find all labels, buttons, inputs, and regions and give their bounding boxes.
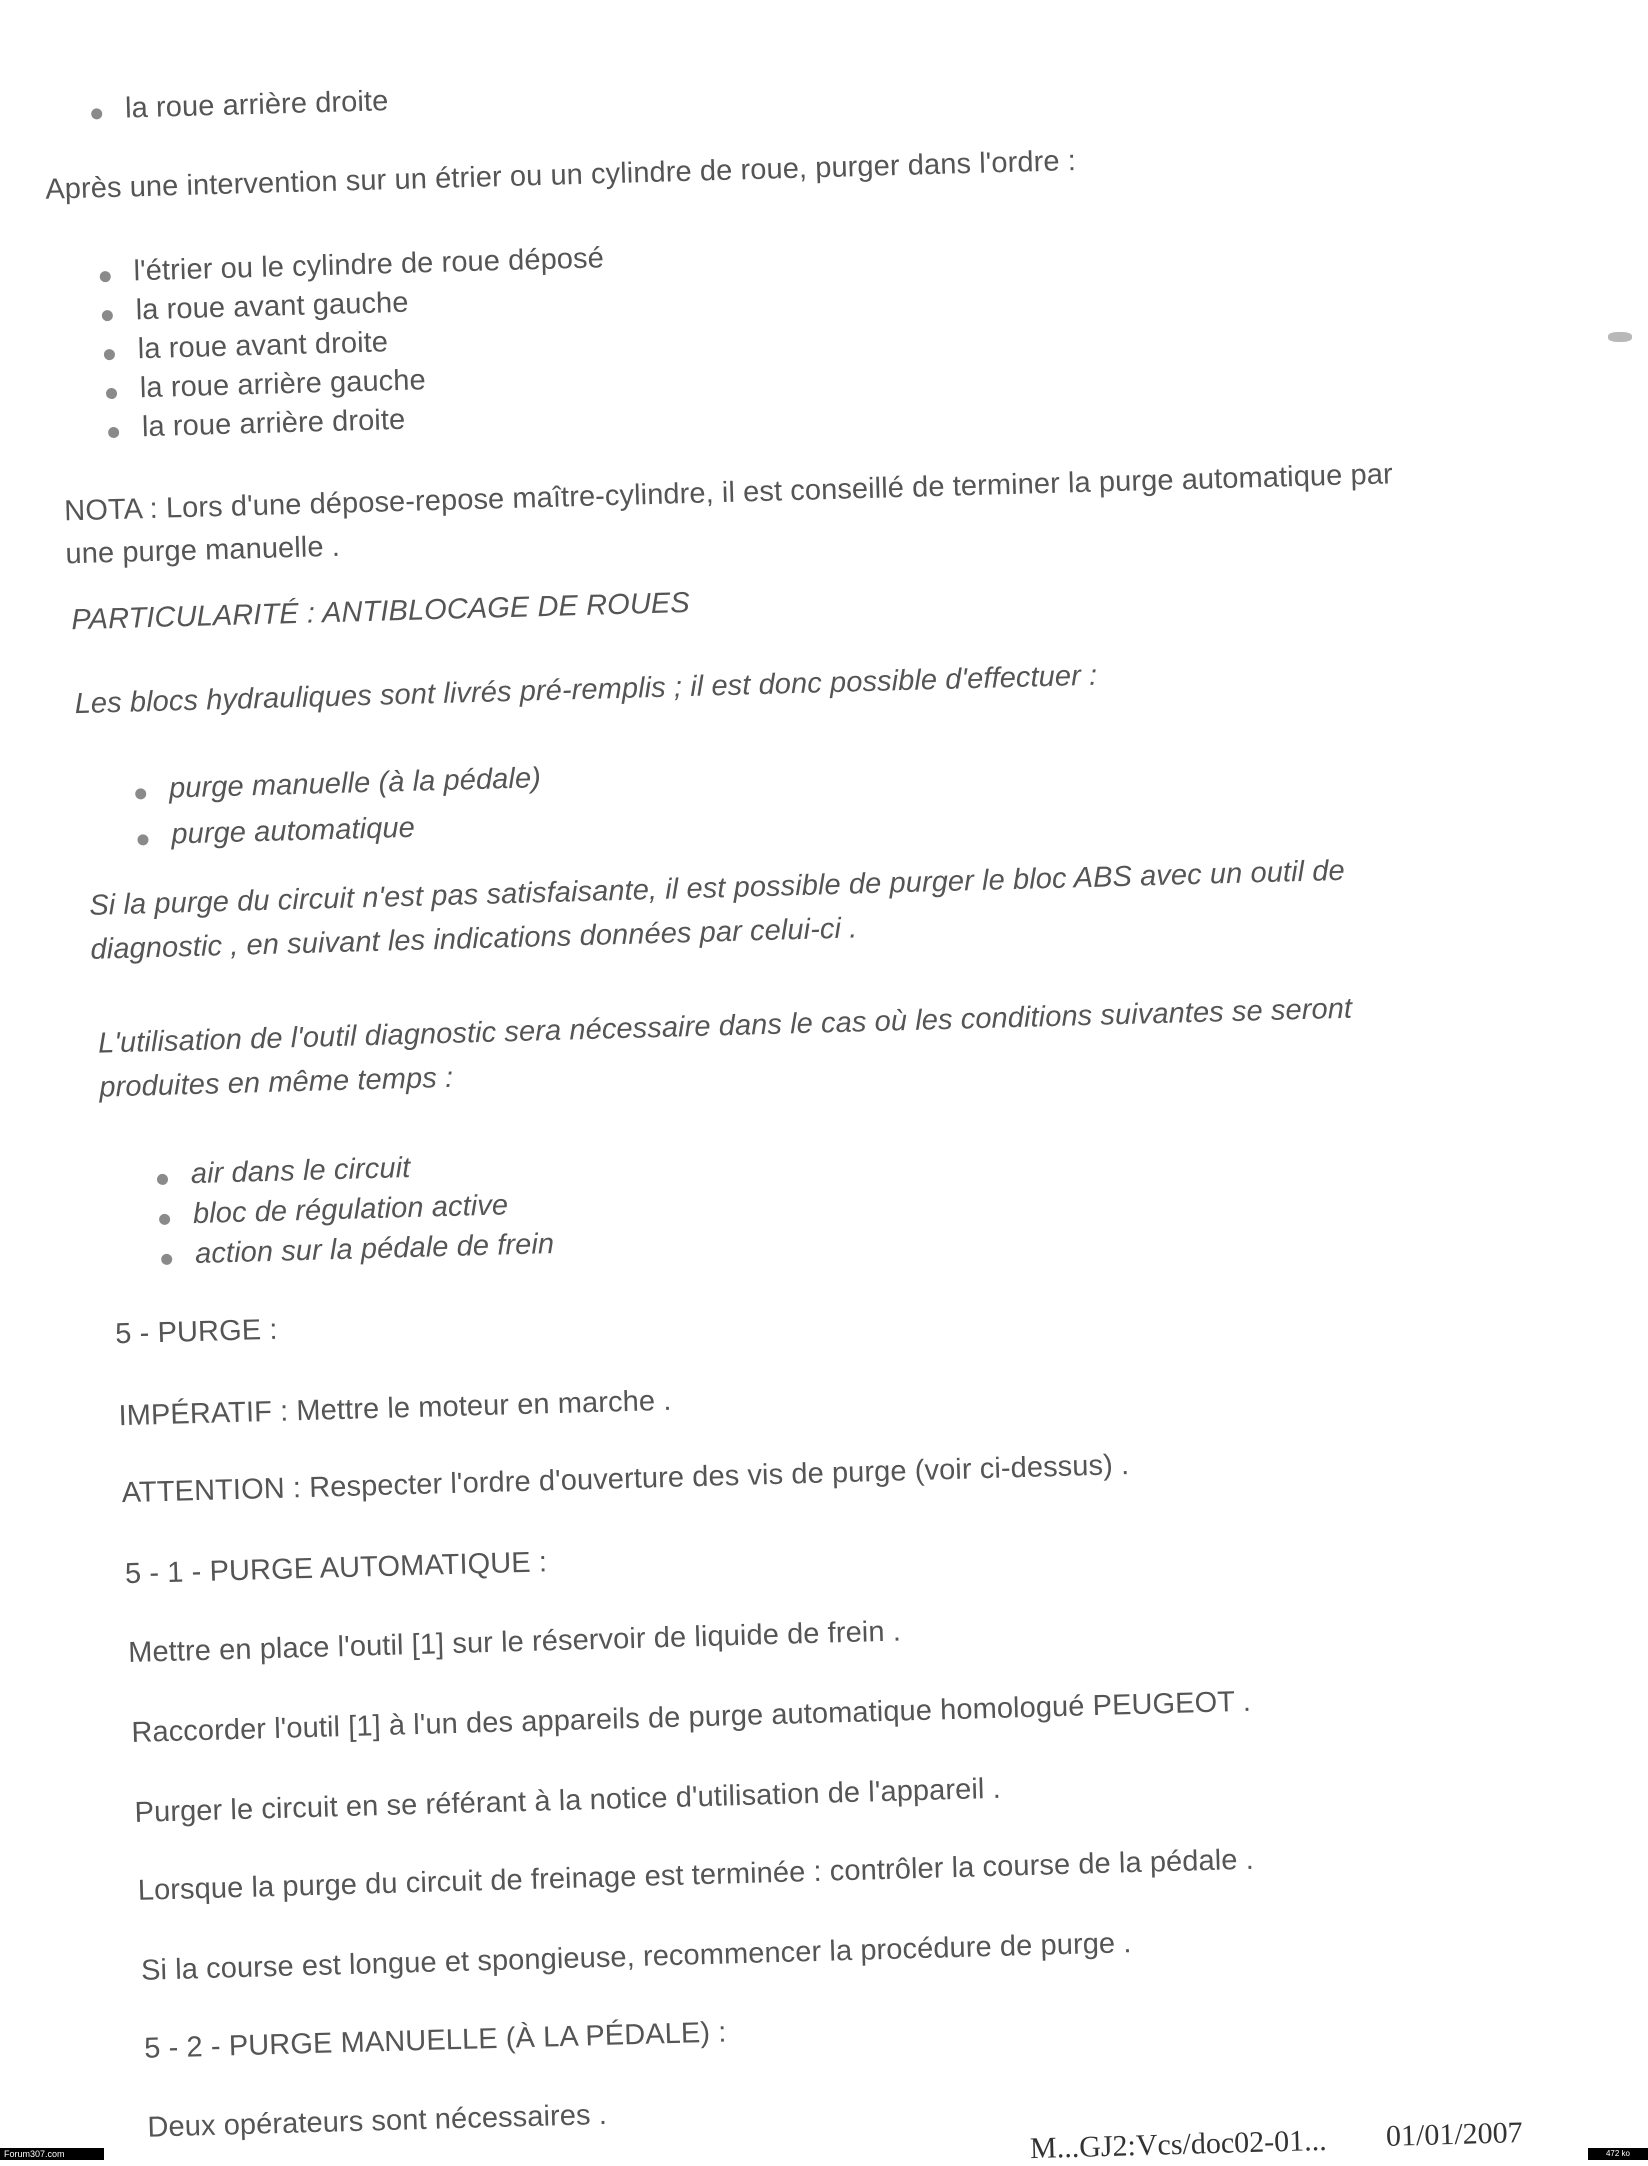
list-item: action sur la pédale de frein [161,1228,555,1272]
section-heading: PARTICULARITÉ : ANTIBLOCAGE DE ROUES [70,586,691,637]
forum-logo: Forum307.com [0,2148,104,2160]
list-item: bloc de régulation active [159,1189,509,1232]
paragraph: Les blocs hydrauliques sont livrés pré-remplis ; il est donc possible d'effectuer : [74,659,1098,721]
section-heading: 5 - 1 - PURGE AUTOMATIQUE : [124,1546,548,1591]
paragraph: Purger le circuit en se référant à la notice d'utilisation de l'appareil . [134,1772,1002,1829]
paragraph: Mettre en place l'outil [1] sur le réservoir de liquide de frein . [127,1615,902,1670]
list-item: la roue avant gauche [101,287,409,329]
list-item: la roue avant droite [103,326,388,367]
section-heading: 5 - 2 - PURGE MANUELLE (À LA PÉDALE) : [143,2016,727,2065]
paragraph: Après une intervention sur un étrier ou un cylindre de roue, purger dans l'ordre : [44,145,1077,206]
list-item: l'étrier ou le cylindre de roue déposé [99,242,604,289]
footer-path: M...GJ2:Vcs/doc02-01... [1029,2123,1328,2166]
nota-paragraph: une purge manuelle . [65,530,341,571]
list-item: air dans le circuit [156,1152,410,1192]
list-item: la roue arrière droite [91,85,389,126]
scan-speck [1608,332,1632,342]
footer-date: 01/01/2007 [1385,2116,1524,2153]
list-item: purge automatique [137,812,415,853]
paragraph: Deux opérateurs sont nécessaires . [147,2098,608,2144]
list-item: purge manuelle (à la pédale) [135,762,542,806]
paragraph: IMPÉRATIF : Mettre le moteur en marche . [118,1384,672,1433]
file-size-badge: 472 ko [1588,2148,1648,2160]
list-item: la roue arrière droite [108,404,406,445]
paragraph: L'utilisation de l'outil diagnostic sera nécessaire dans le cas où les conditions suivantes se seront [97,992,1353,1060]
paragraph: ATTENTION : Respecter l'ordre d'ouverture des vis de purge (voir ci-dessus) . [121,1449,1130,1510]
paragraph: diagnostic , en suivant les indications données par celui-ci . [90,912,858,966]
paragraph: Lorsque la purge du circuit de freinage est terminée : contrôler la course de la pédale . [137,1843,1255,1907]
nota-paragraph: NOTA : Lors d'une dépose-repose maître-cylindre, il est conseillé de terminer la purge automatique par [63,458,1394,528]
paragraph: Si la purge du circuit n'est pas satisfaisante, il est possible de purger le bloc ABS avec un outil de [88,854,1346,922]
paragraph: Si la course est longue et spongieuse, recommencer la procédure de purge . [140,1927,1132,1987]
paragraph: produites en même temps : [98,1061,454,1104]
paragraph: Raccorder l'outil [1] à l'un des appareils de purge automatique homologué PEUGEOT . [130,1685,1252,1749]
section-heading: 5 - PURGE : [114,1313,278,1351]
list-item: la roue arrière gauche [105,364,426,406]
